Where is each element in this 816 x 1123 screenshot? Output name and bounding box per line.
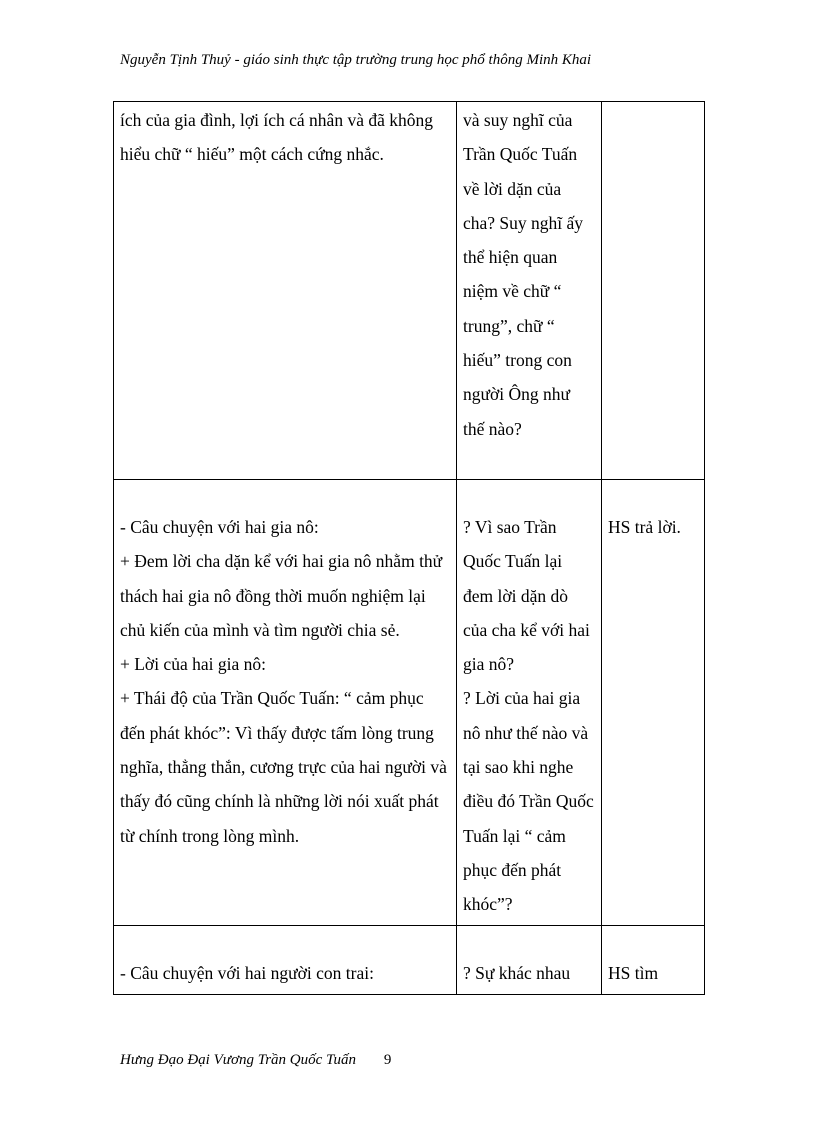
table-row <box>114 102 705 480</box>
activity-cell <box>602 926 705 995</box>
content-cell <box>114 926 457 995</box>
footer-title: Hưng Đạo Đại Vương Trần Quốc Tuấn <box>120 1052 357 1068</box>
content-cell <box>114 480 457 926</box>
activity-text: HS trả lời. <box>608 517 681 537</box>
table-row <box>114 480 705 926</box>
question-cell <box>457 926 602 995</box>
content-cell <box>114 102 457 480</box>
content-text: ích của gia đình, lợi ích cá nhân và đã không hiểu chữ “ hiếu” một cách cứng nhắc. <box>120 110 433 165</box>
content-text: + Thái độ của Trần Quốc Tuấn: “ cảm phục đến phát khóc”: Vì thấy được tấm lòng trung nghĩa, thẳng thắn, cương trực của hai người và thấy đó cũng chính là những lời nói xuất phát từ chính trong lòng mình. <box>120 688 447 846</box>
activity-text: HS tìm <box>608 963 659 983</box>
question-text: ? Sự khác nhau <box>463 963 571 983</box>
lesson-table <box>113 101 705 995</box>
content-text: - Câu chuyện với hai gia nô: <box>120 517 319 537</box>
content-text: + Đem lời cha dặn kể với hai gia nô nhằm thử thách hai gia nô đồng thời muốn nghiệm lại chủ kiến của mình và tìm người chia sẻ. <box>120 551 443 640</box>
page-header: Nguyễn Tịnh Thuỷ - giáo sinh thực tập trường trung học phổ thông Minh Khai <box>120 52 592 68</box>
activity-cell <box>602 102 705 480</box>
question-text: ? Lời của hai gia nô như thế nào và tại sao khi nghe điều đó Trần Quốc Tuấn lại “ cảm phục đến phát khóc”? <box>463 688 594 915</box>
table-row <box>114 926 705 995</box>
content-text: + Lời của hai gia nô: <box>120 654 266 675</box>
question-text: ? Vì sao Trần Quốc Tuấn lại đem lời dặn dò của cha kể với hai gia nô? <box>463 517 590 675</box>
question-cell <box>457 102 602 480</box>
question-text: và suy nghĩ của Trần Quốc Tuấn về lời dặn của cha? Suy nghĩ ấy thể hiện quan niệm về chữ “ trung”, chữ “ hiếu” trong con người Ông như thế nào? <box>463 110 584 439</box>
activity-cell <box>602 480 705 926</box>
question-cell <box>457 480 602 926</box>
content-text: - Câu chuyện với hai người con trai: <box>120 963 374 983</box>
page-footer <box>120 1052 391 1069</box>
page-number: 9 <box>383 1052 392 1068</box>
